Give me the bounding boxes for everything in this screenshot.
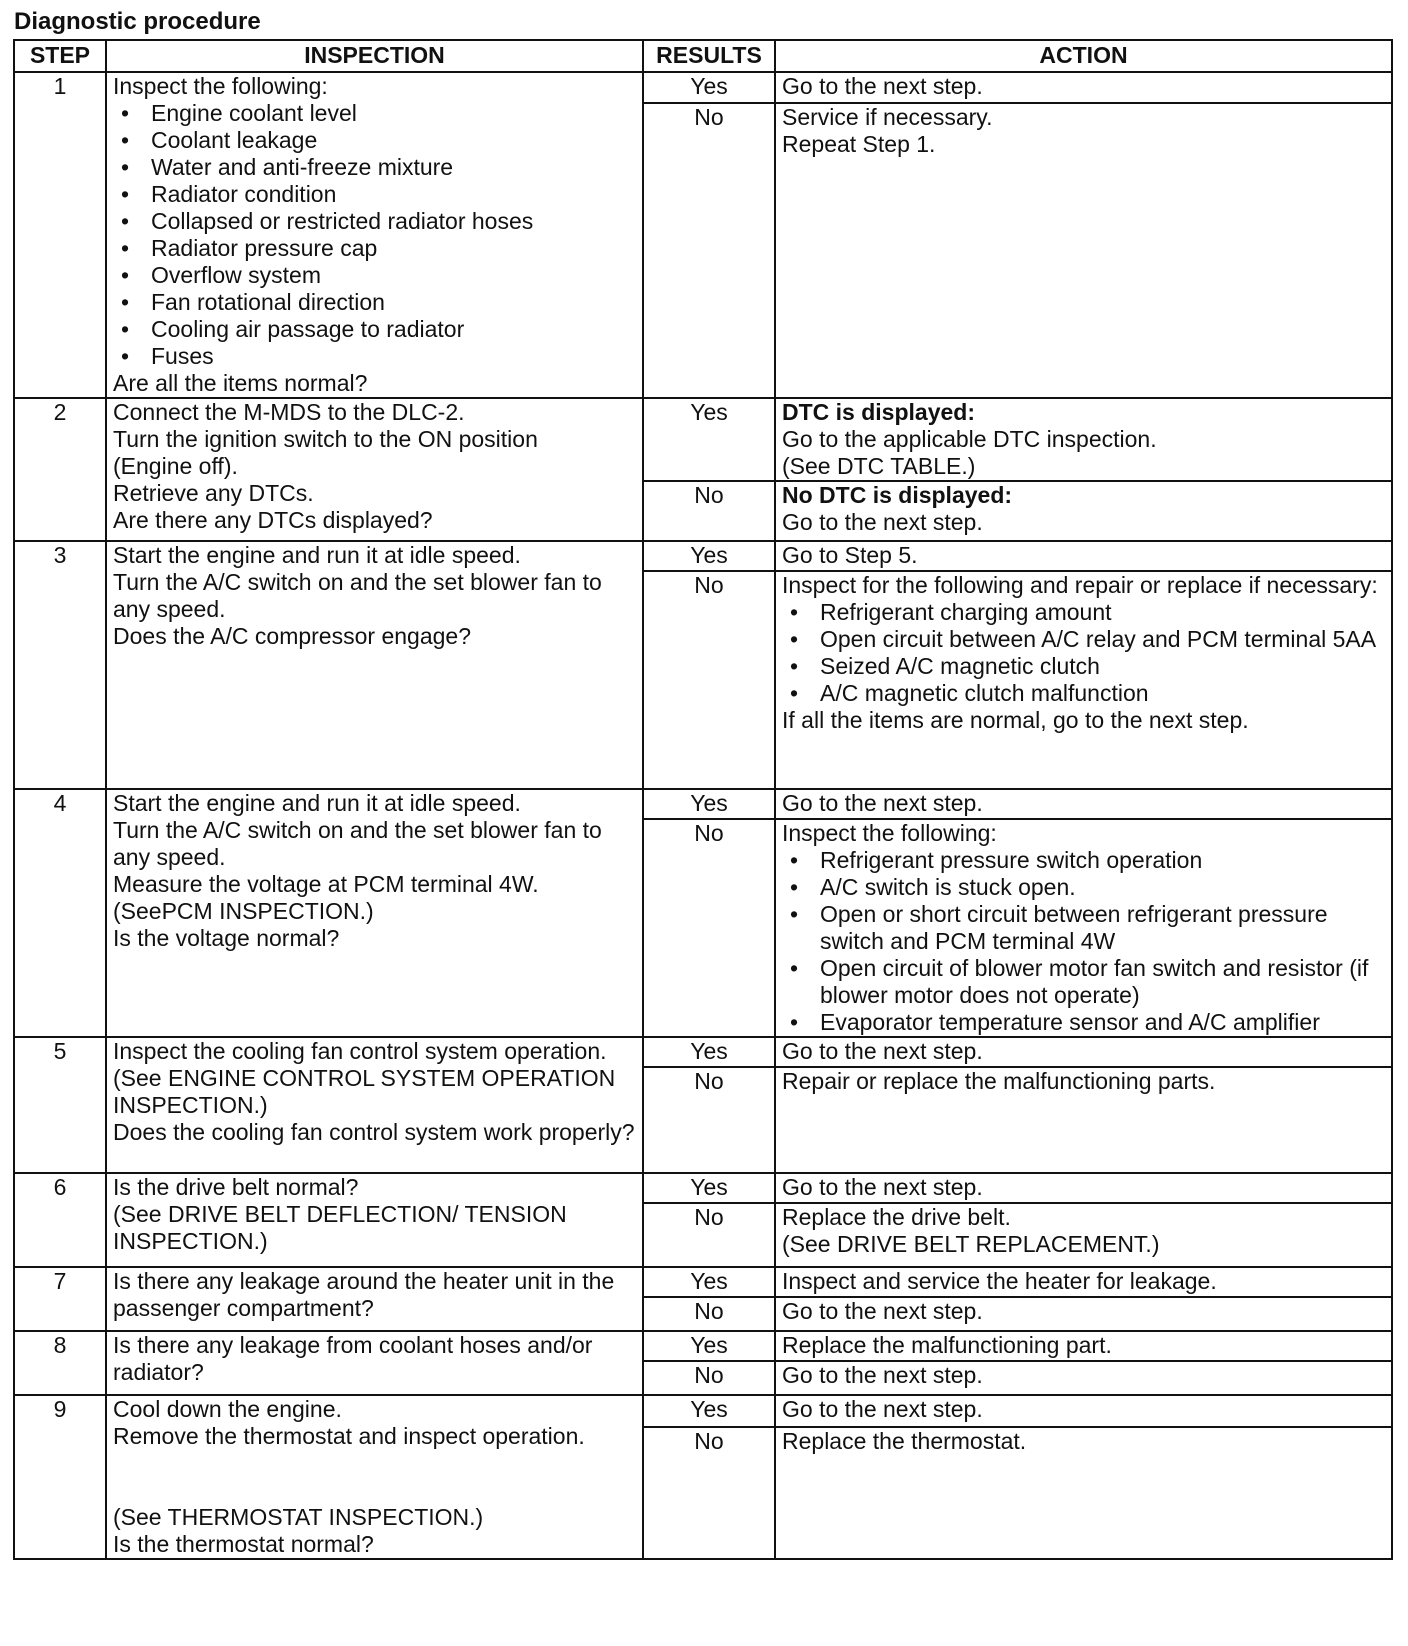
inspection-cell (106, 1037, 643, 1173)
action-cell (775, 1361, 1392, 1395)
action-line: Inspect and service the heater for leakage. (782, 1268, 1217, 1294)
result-no: No (643, 103, 775, 398)
result-no: No (643, 819, 775, 1037)
step-number: 9 (14, 1395, 106, 1559)
table-body (14, 72, 1392, 1559)
result-yes: Yes (643, 1331, 775, 1361)
result-yes: Yes (643, 398, 775, 481)
action-line: Go to Step 5. (782, 542, 918, 568)
action-line: Service if necessary. (782, 103, 993, 130)
results-header: RESULTS (643, 40, 775, 72)
inspection-cell (106, 72, 643, 398)
action-line: Go to the next step. (782, 1362, 983, 1388)
inspection-line: Is the drive belt normal? (113, 1174, 359, 1200)
result-no: No (643, 1361, 775, 1395)
step-number: 2 (14, 398, 106, 541)
table-row (14, 789, 1392, 819)
step-number: 3 (14, 541, 106, 789)
action-bullet: • Seized A/C magnetic clutch (782, 653, 1385, 680)
action-bullet-list (782, 847, 1385, 1036)
inspection-cell (106, 541, 643, 789)
inspection-bullet: • Engine coolant level (113, 100, 636, 127)
action-cell (775, 571, 1392, 789)
inspection-cell (106, 1395, 643, 1559)
action-line: Go to the next step. (782, 1174, 983, 1200)
action-cell (775, 1267, 1392, 1297)
action-bullet: • Refrigerant pressure switch operation (782, 847, 1385, 874)
action-bullet: • Open circuit between A/C relay and PCM terminal 5AA (782, 626, 1385, 653)
inspection-question: Is the thermostat normal? (113, 1531, 374, 1557)
result-no: No (643, 1427, 775, 1559)
result-no: No (643, 481, 775, 541)
action-line: Go to the next step. (782, 1396, 983, 1422)
inspection-spacer (113, 1450, 636, 1504)
inspection-line: (See DRIVE BELT DEFLECTION/ TENSION INSPECTION.) (113, 1201, 567, 1254)
action-header: ACTION (775, 40, 1392, 72)
inspection-bullet: • Fan rotational direction (113, 289, 636, 316)
action-cell (775, 398, 1392, 481)
action-line: Go to the next step. (782, 790, 983, 816)
inspection-cell (106, 789, 643, 1037)
action-bullet: • Evaporator temperature sensor and A/C amplifier (782, 1009, 1385, 1036)
action-line: Go to the next step. (782, 1298, 983, 1324)
inspection-line: Inspect the cooling fan control system operation. (113, 1038, 607, 1064)
action-cell (775, 1173, 1392, 1203)
inspection-line: Is there any leakage from coolant hoses and/or radiator? (113, 1332, 593, 1385)
inspection-bullet: • Collapsed or restricted radiator hoses (113, 208, 636, 235)
action-bullet: • Open circuit of blower motor fan switch and resistor (if blower motor does not operate) (782, 955, 1385, 1009)
result-no: No (643, 1067, 775, 1173)
inspection-bullet: • Coolant leakage (113, 127, 636, 154)
inspection-line: Is there any leakage around the heater unit in the passenger compartment? (113, 1268, 615, 1321)
inspection-question: (See THERMOSTAT INSPECTION.) (113, 1504, 484, 1530)
result-no: No (643, 1203, 775, 1267)
step-header: STEP (14, 40, 106, 72)
inspection-line: Turn the A/C switch on and the set blower fan to any speed. (113, 569, 602, 622)
result-no: No (643, 1297, 775, 1331)
result-yes: Yes (643, 1395, 775, 1427)
inspection-question: Are all the items normal? (113, 370, 368, 396)
inspection-cell (106, 1173, 643, 1267)
step-number: 6 (14, 1173, 106, 1267)
inspection-bullet: • Fuses (113, 343, 636, 370)
action-intro: Inspect the following: (782, 820, 997, 846)
table-row (14, 1173, 1392, 1203)
action-bullet: • Refrigerant charging amount (782, 599, 1385, 626)
action-cell (775, 1297, 1392, 1331)
inspection-line: Does the A/C compressor engage? (113, 623, 471, 649)
action-cell (775, 1395, 1392, 1427)
result-yes: Yes (643, 541, 775, 571)
action-cell (775, 1427, 1392, 1559)
action-cell (775, 789, 1392, 819)
step-number: 8 (14, 1331, 106, 1395)
action-line: Repeat Step 1. (782, 130, 936, 157)
inspection-line: Is the voltage normal? (113, 925, 340, 951)
action-line: Go to the next step. (782, 509, 983, 535)
inspection-line: Start the engine and run it at idle speed. (113, 790, 521, 816)
action-bullet: • A/C switch is stuck open. (782, 874, 1385, 901)
step-number: 1 (14, 72, 106, 398)
inspection-line: Turn the A/C switch on and the set blower fan to any speed. (113, 817, 602, 870)
action-bullet-list (782, 599, 1385, 707)
action-line: (See DTC TABLE.) (782, 453, 976, 479)
inspection-bullet: • Cooling air passage to radiator (113, 316, 636, 343)
action-bullet: • Open or short circuit between refrigerant pressure switch and PCM terminal 4W (782, 901, 1385, 955)
table-row (14, 1037, 1392, 1067)
inspection-line: Connect the M-MDS to the DLC-2. (113, 399, 465, 425)
inspection-line: Does the cooling fan control system work properly? (113, 1119, 635, 1145)
result-yes: Yes (643, 1267, 775, 1297)
header-row (14, 40, 1392, 72)
inspection-line: (See ENGINE CONTROL SYSTEM OPERATION INSPECTION.) (113, 1065, 616, 1118)
action-cell (775, 72, 1392, 103)
action-cell (775, 541, 1392, 571)
action-cell (775, 1067, 1392, 1173)
action-heading: DTC is displayed: (782, 399, 975, 425)
action-cell (775, 481, 1392, 541)
inspection-bullet: • Water and anti-freeze mixture (113, 154, 636, 181)
inspection-line: Start the engine and run it at idle speed. (113, 542, 521, 568)
action-line: Go to the applicable DTC inspection. (782, 426, 1157, 452)
action-cell (775, 819, 1392, 1037)
inspection-line: Measure the voltage at PCM terminal 4W. (113, 871, 539, 897)
action-cell (775, 1037, 1392, 1067)
action-line: Go to the next step. (782, 1038, 983, 1064)
action-line: Replace the thermostat. (782, 1427, 1027, 1454)
page-title: Diagnostic procedure (14, 8, 261, 35)
inspection-bullet: • Radiator pressure cap (113, 235, 636, 262)
table-row (14, 398, 1392, 481)
action-cell (775, 1203, 1392, 1267)
result-no: No (643, 571, 775, 789)
table-row (14, 541, 1392, 571)
table-row (14, 1395, 1392, 1427)
step-number: 7 (14, 1267, 106, 1331)
inspection-bullet: • Radiator condition (113, 181, 636, 208)
table-row (14, 72, 1392, 103)
inspection-line: Remove the thermostat and inspect operation. (113, 1423, 585, 1449)
result-yes: Yes (643, 1173, 775, 1203)
step-number: 4 (14, 789, 106, 1037)
action-intro: Inspect for the following and repair or replace if necessary: (782, 572, 1378, 598)
table-row (14, 1331, 1392, 1361)
inspection-bullet: • Overflow system (113, 262, 636, 289)
action-line: Go to the next step. (782, 73, 983, 99)
table-row (14, 1267, 1392, 1297)
result-yes: Yes (643, 789, 775, 819)
action-outro: If all the items are normal, go to the next step. (782, 707, 1249, 733)
result-yes: Yes (643, 1037, 775, 1067)
inspection-line: Turn the ignition switch to the ON position (113, 426, 538, 452)
inspection-cell (106, 1267, 643, 1331)
inspection-intro: Inspect the following: (113, 73, 328, 99)
result-yes: Yes (643, 72, 775, 103)
diagnostic-table (13, 39, 1393, 1560)
action-line: Replace the drive belt. (782, 1204, 1011, 1230)
action-heading: No DTC is displayed: (782, 482, 1013, 508)
action-cell (775, 103, 1392, 398)
action-line: Repair or replace the malfunctioning parts. (782, 1068, 1216, 1094)
inspection-cell (106, 1331, 643, 1395)
action-line: (See DRIVE BELT REPLACEMENT.) (782, 1231, 1160, 1257)
inspection-bullet-list (113, 100, 636, 370)
inspection-line: Cool down the engine. (113, 1396, 342, 1422)
inspection-cell (106, 398, 643, 541)
inspection-line: (Engine off). (113, 453, 238, 479)
inspection-header: INSPECTION (106, 40, 643, 72)
step-number: 5 (14, 1037, 106, 1173)
inspection-line: Are there any DTCs displayed? (113, 507, 433, 533)
action-bullet: • A/C magnetic clutch malfunction (782, 680, 1385, 707)
action-cell (775, 1331, 1392, 1361)
action-line: Replace the malfunctioning part. (782, 1332, 1112, 1358)
inspection-line: Retrieve any DTCs. (113, 480, 314, 506)
inspection-line: (SeePCM INSPECTION.) (113, 898, 374, 924)
